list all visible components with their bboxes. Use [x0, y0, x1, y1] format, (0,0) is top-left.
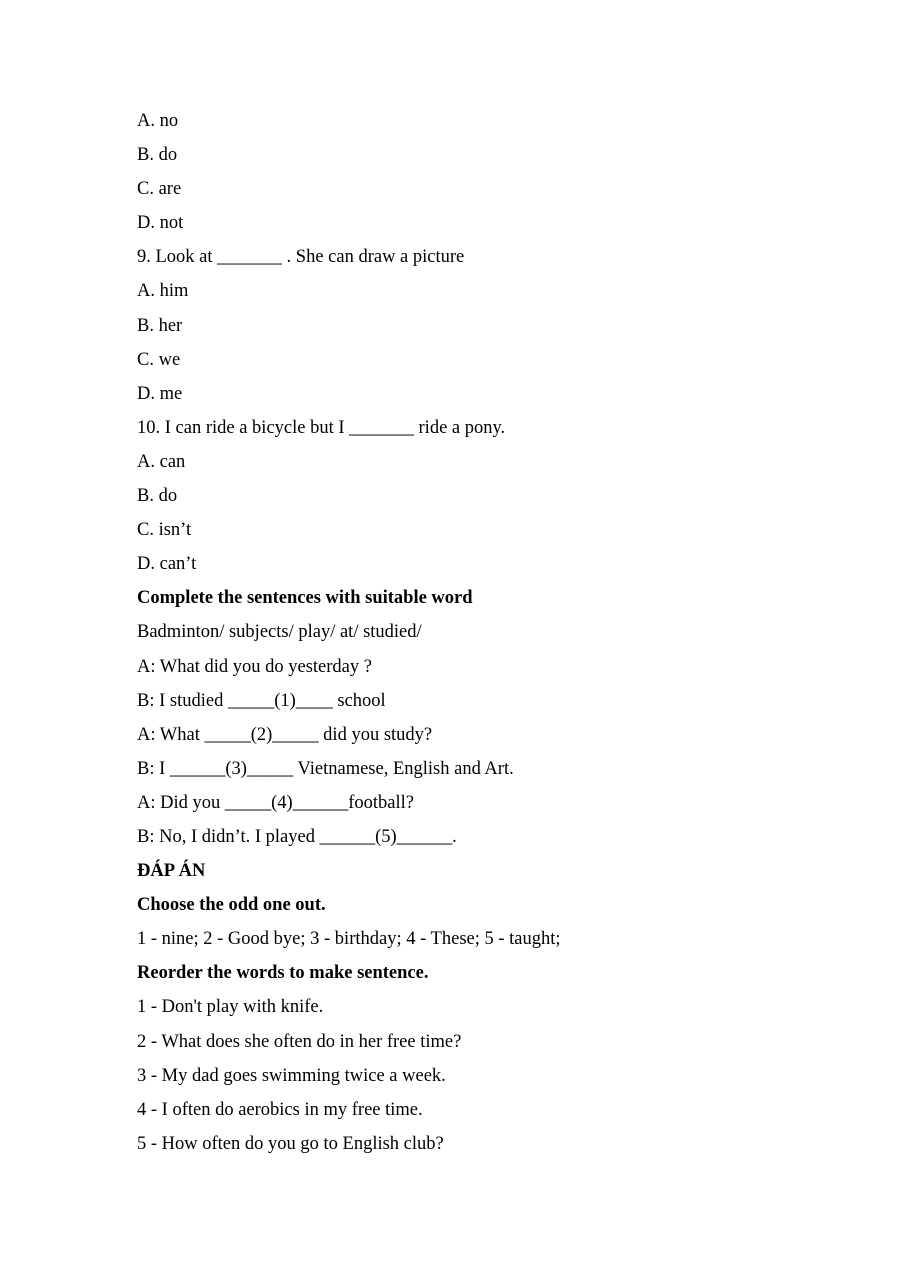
dialogue-line-2: B: I studied _____(1)____ school: [137, 690, 386, 711]
option-c-are: C. are: [137, 179, 182, 200]
odd-one-out-answers: 1 - nine; 2 - Good bye; 3 - birthday; 4 - These; 5 - taught;: [137, 929, 561, 950]
dialogue-line-5: A: Did you _____(4)______football?: [137, 792, 414, 813]
dialogue-line-3: A: What _____(2)_____ did you study?: [137, 724, 433, 745]
reorder-answer-4: 4 - I often do aerobics in my free time.: [137, 1099, 423, 1120]
option-a-can: A. can: [137, 451, 186, 472]
option-d-not: D. not: [137, 213, 184, 234]
answer-key-heading: ĐÁP ÁN: [137, 861, 206, 882]
option-c-isnt: C. isn’t: [137, 520, 192, 541]
dialogue-line-4: B: I ______(3)_____ Vietnamese, English and Art.: [137, 758, 514, 779]
section-heading-reorder: Reorder the words to make sentence.: [137, 963, 429, 984]
dialogue-line-1: A: What did you do yesterday ?: [137, 656, 372, 677]
option-a-him: A. him: [137, 281, 189, 302]
option-c-we: C. we: [137, 349, 181, 370]
option-d-me: D. me: [137, 383, 183, 404]
reorder-answer-1: 1 - Don't play with knife.: [137, 997, 324, 1018]
option-a-no: A. no: [137, 111, 179, 131]
question-10: 10. I can ride a bicycle but I _______ ride a pony.: [137, 417, 506, 438]
document-content: [137, 104, 817, 1161]
option-b-do-2: B. do: [137, 486, 178, 507]
option-b-her: B. her: [137, 315, 183, 336]
question-9: 9. Look at _______ . She can draw a picture: [137, 247, 465, 268]
reorder-answer-2: 2 - What does she often do in her free time?: [137, 1031, 462, 1052]
section-heading-odd-one-out: Choose the odd one out.: [137, 895, 326, 916]
reorder-answer-5: 5 - How often do you go to English club?: [137, 1133, 444, 1154]
option-b-do: B. do: [137, 145, 178, 166]
dialogue-line-6: B: No, I didn’t. I played ______(5)______.: [137, 826, 457, 847]
option-d-cant: D. can’t: [137, 554, 197, 575]
word-bank: Badminton/ subjects/ play/ at/ studied/: [137, 622, 422, 643]
section-heading-complete: Complete the sentences with suitable word: [137, 588, 473, 609]
reorder-answer-3: 3 - My dad goes swimming twice a week.: [137, 1065, 446, 1086]
